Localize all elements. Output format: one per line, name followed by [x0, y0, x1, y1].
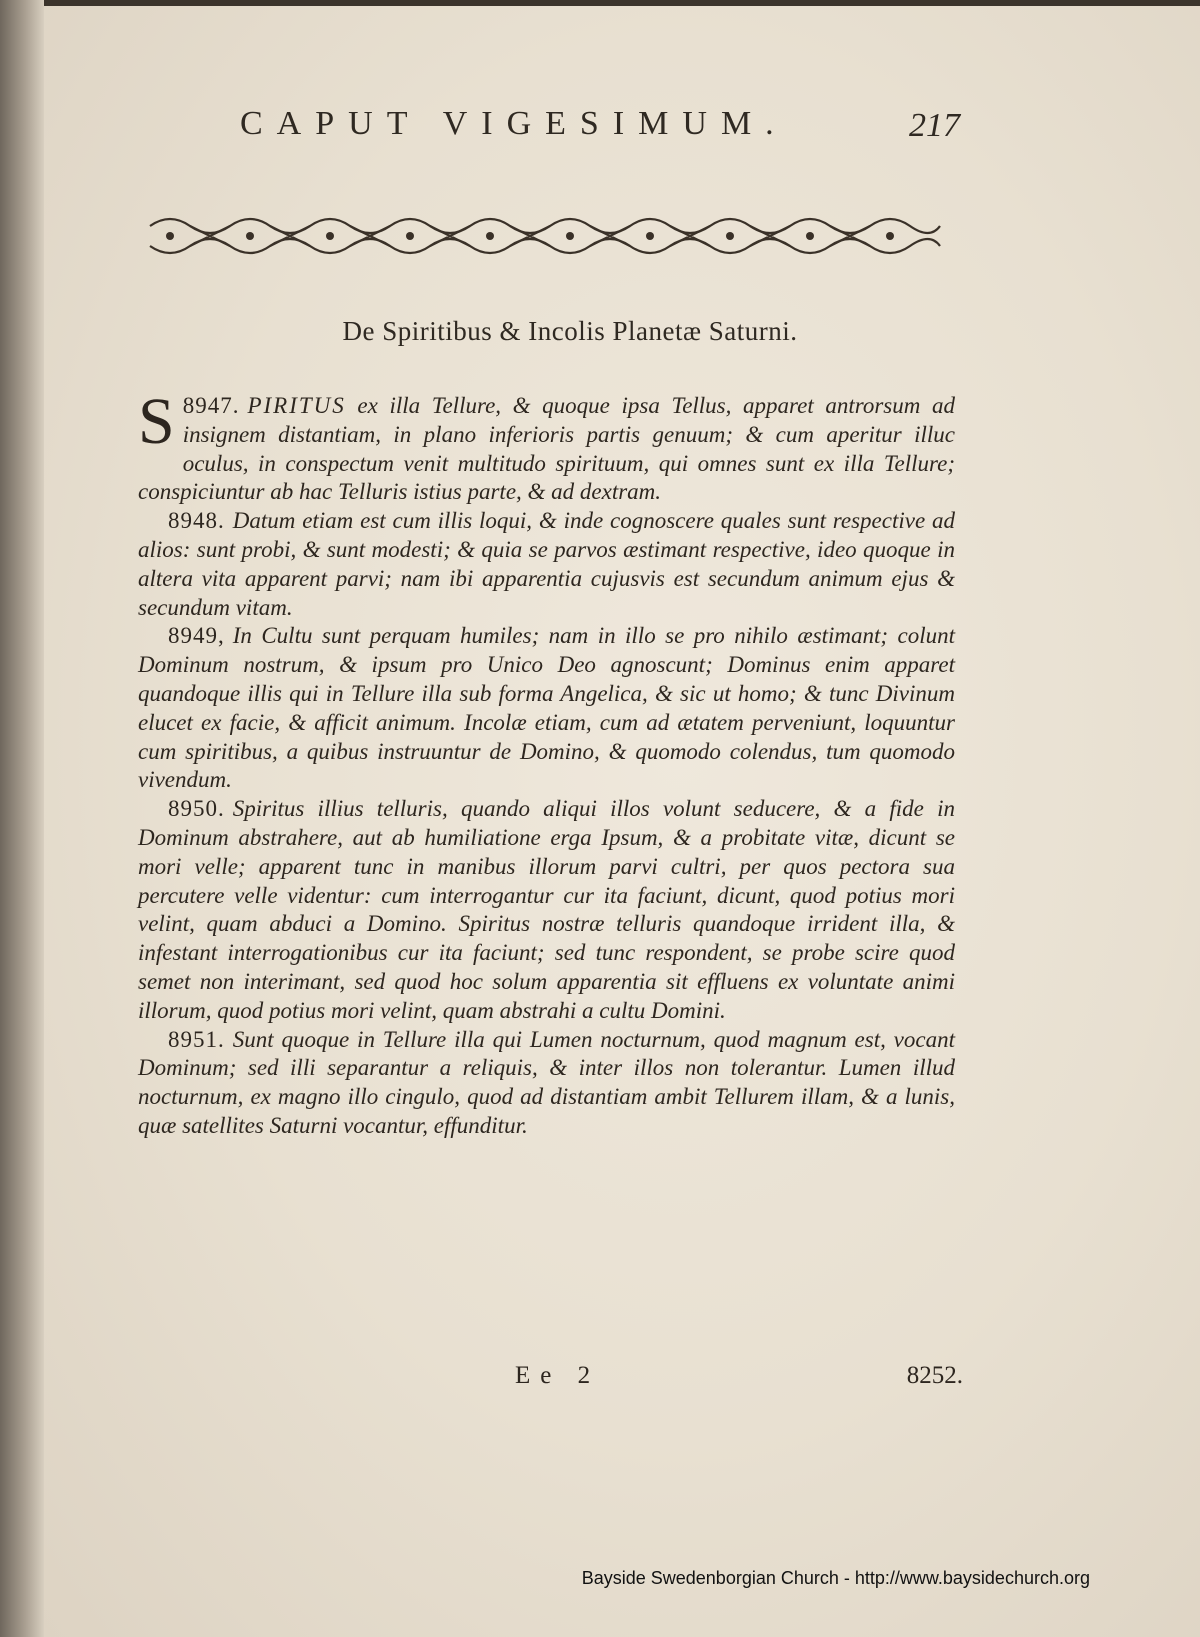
running-title: CAPUT VIGESIMUM. — [240, 105, 788, 142]
source-credit: Bayside Swedenborgian Church - http://www.baysidechurch.org — [581, 1568, 1090, 1588]
paragraph-8948 — [138, 507, 955, 622]
signature-mark: Ee 2 — [515, 1362, 601, 1389]
paragraph-text: Sunt quoque in Tellure illa qui Lumen nocturnum, quod magnum est, vocant Dominum; sed illi separantur a reliquis, & inter illos non tolerantur. Lumen illud nocturnum, ex magno illo cingulo, quod ad distantiam ambit Tellurem illam, & a lunis, quæ satellites Saturni vocantur, effunditur. — [138, 1026, 955, 1138]
paragraph-8949 — [138, 622, 955, 795]
paragraph-number: 8947. — [182, 393, 240, 418]
paragraph-number: 8948. — [168, 508, 225, 534]
paragraph-text: Spiritus illius telluris, quando aliqui illos volunt seducere, & a fide in Dominum abstrahere, aut ab humiliatione erga Ipsum, & a probitate vitæ, dicunt se mori velle; apparent tunc in manibus illorum parvi cultri, per quos pectora sua percutere velle videntur: cum interrogantur cur ita faciunt, dicunt, quod potius mori velint, quam abduci a Domino. Spiritus nostræ telluris quandoque irrident illa, & infestant interrogationibus cur ita faciunt; sed tunc respondent, se probe scire quod semet non interimant, sed quod hoc solum apparentia sit effluens ex voluntate animi illorum, quod potius mori velint, quam abstrahi a cultu Domini. — [138, 796, 955, 1023]
paragraph-number: 8949, — [168, 623, 225, 649]
body-text — [138, 385, 955, 1141]
paragraph-text: Datum etiam est cum illis loqui, & inde cognoscere quales sunt respective ad alios: sunt probi, & sunt modesti; & quia se parvos æstimant respective, ideo quoque in altera vita apparent parvi; nam ibi apparentia cujusvis est secundum animum ejus & secundum vitam. — [138, 508, 955, 620]
paragraph-text: In Cultu sunt perquam humiles; nam in illo se pro nihilo æstimant; colunt Dominum nostrum, & ipsum pro Unico Deo agnoscunt; Dominus enim apparet quandoque illis qui in Tellure illa sub forma Angelica, & sic ut homo; & tunc Divinum elucet ex facie, & afficit animum. Incolæ etiam, cum ad ætatem perveniunt, loquuntur cum spiritibus, a quibus instruuntur de Domino, & quomodo colendus, tum quomodo vivendum. — [138, 623, 955, 793]
paragraph-text: ex illa Tellure, & quoque ipsa Tellus, apparet antrorsum ad insignem distantiam, in plano inferioris partis genuum; & cum aperitur illuc oculus, in conspectum venit multitudo spirituum, qui omnes sunt ex illa Tellure; conspiciuntur ab hac Telluris istius parte, & ad dextram. — [138, 393, 955, 505]
drop-cap: S — [138, 385, 175, 458]
lead-word: PIRITUS — [247, 393, 346, 418]
page-gutter-shadow — [0, 0, 44, 1637]
paragraph-8947 — [138, 385, 955, 507]
headpiece-ornament-icon — [145, 208, 945, 264]
catchword: 8252. — [906, 1362, 963, 1389]
paragraph-number: 8951. — [168, 1026, 225, 1052]
paragraph-number: 8950. — [168, 796, 225, 822]
page-number: 217 — [909, 107, 960, 144]
paragraph-8950 — [138, 795, 955, 1025]
page-header — [240, 105, 960, 155]
paragraph-8951 — [138, 1026, 955, 1141]
chapter-heading: De Spiritibus & Incolis Planetæ Saturni. — [342, 316, 798, 346]
